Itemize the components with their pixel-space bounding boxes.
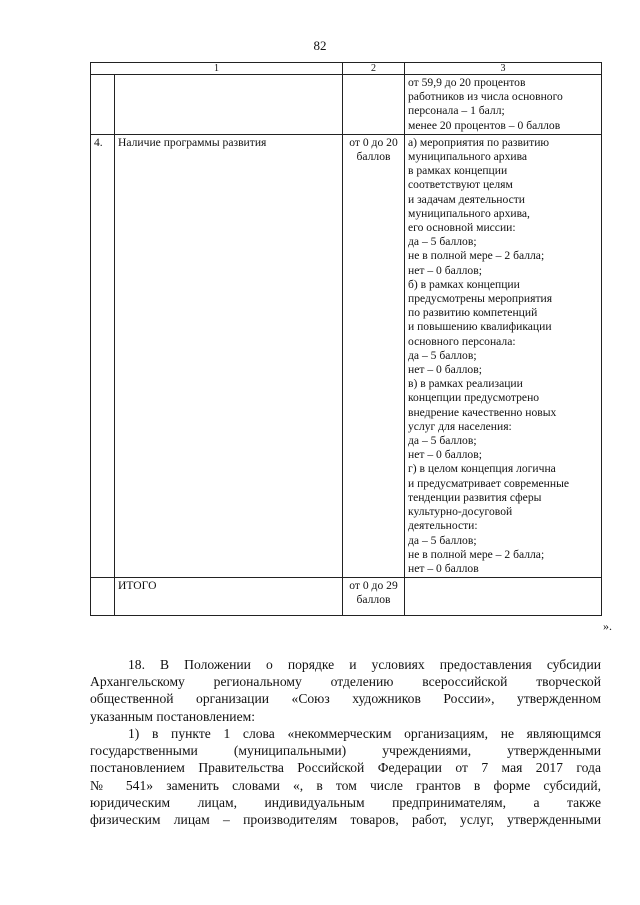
paragraph-line: юридическим лицам, индивидуальным предпринимателям, а также (90, 794, 601, 810)
criterion-name-cell: Наличие программы развития (115, 134, 343, 577)
points-range-cell (343, 75, 405, 135)
scoring-line: персонала – 1 балл; (408, 104, 505, 118)
scoring-line: основного персонала: (408, 334, 516, 348)
scoring-line: муниципального архива, (408, 206, 530, 220)
paragraph-line: постановлением Правительства Российской Федерации от 7 мая 2017 года (90, 760, 601, 776)
scoring-line: а) мероприятия по развитию (408, 135, 550, 149)
criteria-table (90, 62, 602, 616)
scoring-line: в рамках концепции (408, 164, 508, 178)
scoring-line: услуг для населения: (408, 419, 512, 433)
range-line: баллов (356, 593, 391, 607)
table-row-continuation (91, 75, 602, 135)
scoring-line: и повышению квалификации (408, 320, 552, 334)
scoring-line: от 59,9 до 20 процентов (408, 76, 526, 89)
scoring-line: предусмотрены мероприятия (408, 292, 553, 306)
scoring-line: по развитию компетенций (408, 306, 538, 320)
scoring-line: внедрение качественно новых (408, 405, 557, 419)
scoring-line: муниципального архива (408, 150, 528, 164)
row-number-cell (91, 578, 115, 616)
scoring-line: тенденции развития сферы (408, 490, 542, 504)
table-row-total (91, 578, 602, 616)
range-line: от 0 до 20 (349, 135, 398, 149)
page-number: 82 (313, 38, 327, 53)
paragraph-line: указанным постановлением: (90, 708, 255, 724)
scoring-line: в) в рамках реализации (408, 377, 523, 391)
points-range-cell (343, 134, 405, 577)
scoring-line: работников из числа основного (408, 90, 563, 104)
table-header-row (91, 63, 602, 75)
scoring-line: да – 5 баллов; (408, 348, 477, 362)
scoring-line: его основной миссии: (408, 221, 516, 235)
paragraph-line: Архангельскому региональному отделению всероссийской творческой (90, 674, 601, 690)
total-label: ИТОГО (115, 578, 343, 616)
scoring-cell (405, 134, 602, 577)
scoring-line: б) в рамках концепции (408, 277, 520, 291)
scoring-line: менее 20 процентов – 0 баллов (408, 118, 561, 132)
scoring-line: да – 5 баллов; (408, 434, 477, 448)
header-col-1: 1 (91, 63, 343, 75)
scoring-line: и предусматривает современные (408, 476, 570, 490)
paragraph-line: 1) в пункте 1 слова «некоммерческим организациям, не являющимся (128, 726, 601, 741)
scoring-line: культурно-досуговой (408, 505, 513, 519)
range-line: от 0 до 29 (349, 579, 398, 593)
scoring-line: концепции предусмотрено (408, 391, 540, 405)
header-col-2: 2 (343, 63, 405, 75)
row-number-cell (91, 75, 115, 135)
scoring-line: нет – 0 баллов (408, 561, 479, 575)
scoring-line: не в полной мере – 2 балла; (408, 547, 545, 561)
scoring-line: нет – 0 баллов; (408, 448, 482, 462)
paragraph-18 (90, 656, 601, 725)
scoring-line: да – 5 баллов; (408, 235, 477, 249)
range-line: баллов (356, 150, 391, 164)
scoring-line: не в полной мере – 2 балла; (408, 249, 545, 263)
row-number-cell: 4. (91, 134, 115, 577)
scoring-line: и задачам деятельности (408, 192, 525, 206)
scoring-line: нет – 0 баллов; (408, 363, 482, 377)
paragraph-line: общественной организации «Союз художников России», утвержденном (90, 691, 601, 707)
paragraph-18-item-1 (90, 725, 601, 828)
scoring-line: да – 5 баллов; (408, 533, 477, 547)
paragraph-line: физическим лицам – производителям товаров, работ, услуг, утвержденными (90, 812, 601, 828)
closing-quote-mark: ». (603, 619, 612, 633)
scoring-cell (405, 578, 602, 616)
scoring-line: г) в целом концепция логична (408, 462, 556, 476)
paragraph-line: № 541» заменить словами «, в том числе грантов в форме субсидий, (90, 777, 601, 793)
scoring-line: нет – 0 баллов; (408, 263, 482, 277)
scoring-line: соответствуют целям (408, 178, 513, 192)
table-row-4 (91, 134, 602, 577)
criterion-name-cell (115, 75, 343, 135)
header-col-3: 3 (405, 63, 602, 75)
paragraph-line: государственными (муниципальными) учреждениями, утвержденными (90, 743, 601, 759)
scoring-cell (405, 75, 602, 135)
paragraph-line: 18. В Положении о порядке и условиях предоставления субсидии (128, 657, 601, 672)
total-range-cell (343, 578, 405, 616)
scoring-line: деятельности: (408, 519, 478, 533)
